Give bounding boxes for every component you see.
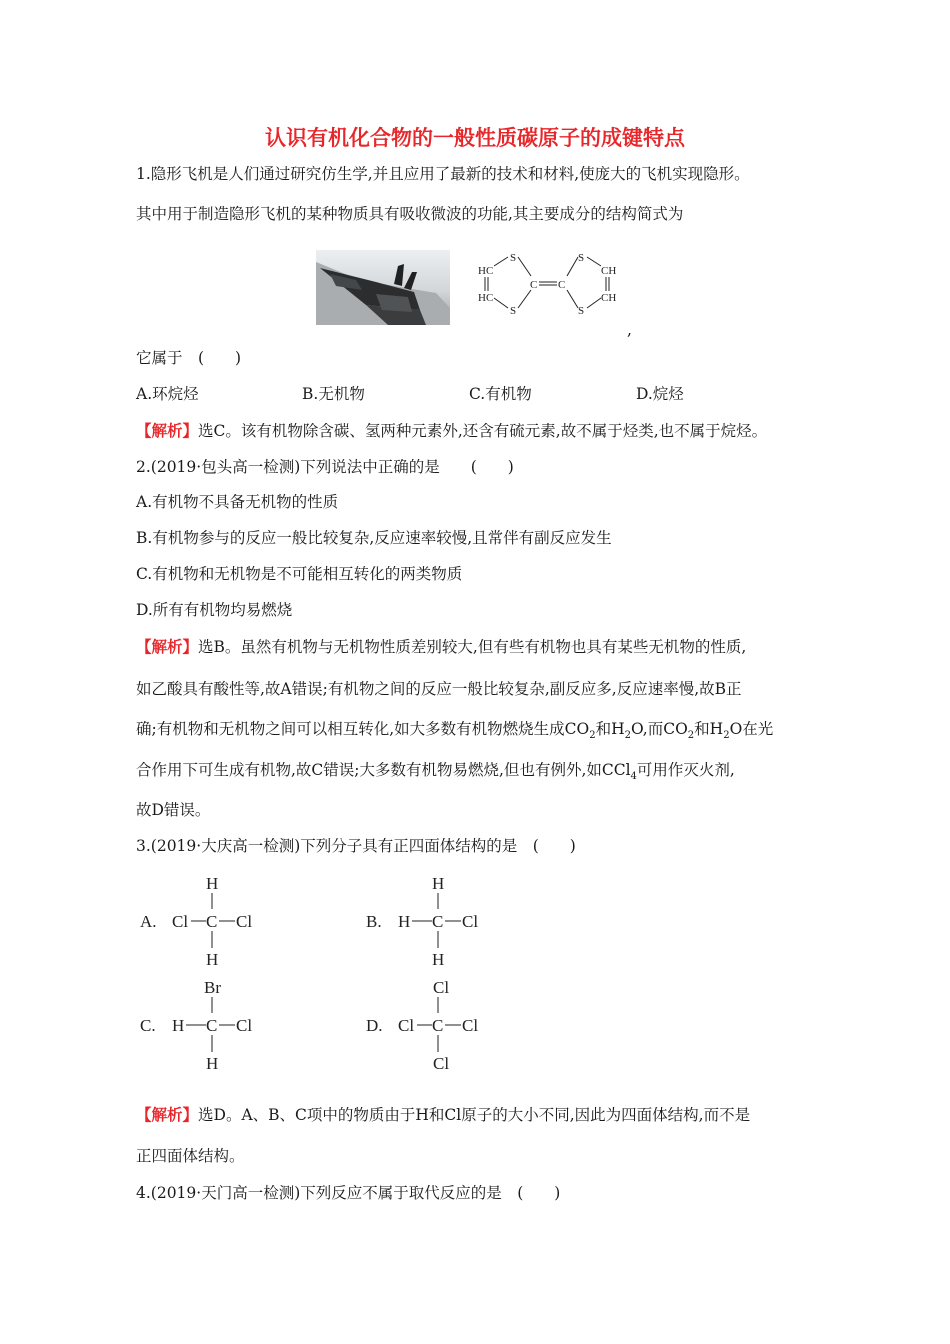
analysis-tag: 【解析】 bbox=[136, 422, 199, 440]
svg-text:H: H bbox=[172, 1016, 185, 1035]
molecule-c bbox=[136, 972, 276, 1072]
svg-text:Cl: Cl bbox=[236, 1016, 253, 1035]
svg-text:B.: B. bbox=[366, 912, 382, 931]
svg-text:Cl: Cl bbox=[236, 912, 253, 931]
svg-text:H: H bbox=[432, 950, 445, 968]
q1-stem-line-3: 它属于 ( ) bbox=[136, 349, 242, 367]
q1-option-a: A.环烷烃 bbox=[136, 385, 199, 403]
page-title: 认识有机化合物的一般性质碳原子的成键特点 bbox=[265, 126, 685, 150]
q4-stem: 4.(2019·天门高一检测)下列反应不属于取代反应的是 ( ) bbox=[136, 1184, 561, 1202]
svg-text:A.: A. bbox=[140, 912, 157, 931]
struct-hc-top: HC bbox=[478, 265, 494, 277]
svg-text:H: H bbox=[432, 874, 445, 893]
struct-c-2: C bbox=[558, 279, 566, 291]
molecule-a bbox=[136, 868, 276, 968]
struct-ch-bottom: CH bbox=[601, 292, 617, 304]
svg-text:Br: Br bbox=[204, 978, 221, 997]
q1-stem-line-2: 其中用于制造隐形飞机的某种物质具有吸收微波的功能,其主要成分的结构简式为 bbox=[136, 205, 684, 223]
q2-analysis-line-3: 确;有机物和无机物之间可以相互转化,如大多数有机物燃烧生成$CO_2$和$H_2O$,而$CO_2$和$H_2O$在光 bbox=[136, 720, 774, 742]
q2-analysis-line-1: 【解析】选B。虽然有机物与无机物性质差别较大,但有些有机物也具有某些无机物的性质, bbox=[136, 638, 747, 656]
q3-analysis-line-2: 正四面体结构。 bbox=[136, 1147, 245, 1165]
svg-text:Cl: Cl bbox=[433, 1054, 450, 1072]
q3-analysis-line-1: 【解析】选D。A、B、C项中的物质由于H和Cl原子的大小不同,因此为四面体结构,而不是 bbox=[136, 1106, 751, 1124]
q2-option-b: B.有机物参与的反应一般比较复杂,反应速率较慢,且常伴有副反应发生 bbox=[136, 529, 612, 547]
q2-stem: 2.(2019·包头高一检测)下列说法中正确的是 ( ) bbox=[136, 458, 514, 476]
q2-option-a: A.有机物不具备无机物的性质 bbox=[136, 493, 339, 511]
svg-text:C: C bbox=[206, 912, 218, 931]
svg-text:Cl: Cl bbox=[462, 912, 479, 931]
struct-s-2: S bbox=[510, 305, 517, 317]
tetrathiafulvalene-structure bbox=[470, 248, 630, 322]
struct-s-3: S bbox=[578, 252, 585, 264]
molecule-d bbox=[362, 972, 502, 1072]
svg-text:H: H bbox=[206, 874, 219, 893]
q2-analysis-line-2: 如乙酸具有酸性等,故A错误;有机物之间的反应一般比较复杂,副反应多,反应速率慢,故B正 bbox=[136, 680, 742, 698]
svg-text:Cl: Cl bbox=[433, 978, 450, 997]
svg-text:C: C bbox=[206, 1016, 218, 1035]
analysis-tag: 【解析】 bbox=[136, 1106, 199, 1124]
q1-option-b: B.无机物 bbox=[302, 385, 365, 403]
q1-stem-line-1: 1.隐形飞机是人们通过研究仿生学,并且应用了最新的技术和材料,使庞大的飞机实现隐形。 bbox=[136, 165, 750, 183]
q1-analysis bbox=[136, 421, 767, 441]
svg-text:H: H bbox=[206, 1054, 219, 1072]
molecule-b bbox=[362, 868, 502, 968]
svg-text:C: C bbox=[432, 912, 444, 931]
analysis-tag: 【解析】 bbox=[136, 638, 199, 656]
struct-c-1: C bbox=[530, 279, 538, 291]
svg-text:Cl: Cl bbox=[172, 912, 189, 931]
svg-text:C: C bbox=[432, 1016, 444, 1035]
svg-text:Cl: Cl bbox=[398, 1016, 415, 1035]
svg-text:Cl: Cl bbox=[462, 1016, 479, 1035]
struct-s-4: S bbox=[578, 305, 585, 317]
q3-stem: 3.(2019·大庆高一检测)下列分子具有正四面体结构的是 ( ) bbox=[136, 837, 576, 855]
q1-option-d: D.烷烃 bbox=[636, 385, 684, 403]
q2-option-c: C.有机物和无机物是不可能相互转化的两类物质 bbox=[136, 565, 463, 583]
svg-text:D.: D. bbox=[366, 1016, 383, 1035]
q1-analysis-text: 选C。该有机物除含碳、氢两种元素外,还含有硫元素,故不属于烃类,也不属于烷烃。 bbox=[198, 422, 768, 440]
struct-s-1: S bbox=[510, 252, 517, 264]
q2-option-d: D.所有有机物均易燃烧 bbox=[136, 601, 293, 619]
q2-analysis-line-4: 合作用下可生成有机物,故C错误;大多数有机物易燃烧,但也有例外,如CCl$_4$可用作灭火剂, bbox=[136, 761, 735, 783]
svg-text:C.: C. bbox=[140, 1016, 156, 1035]
stealth-plane-image bbox=[316, 250, 450, 325]
svg-text:H: H bbox=[206, 950, 219, 968]
q1-option-c: C.有机物 bbox=[469, 385, 532, 403]
svg-text:H: H bbox=[398, 912, 411, 931]
struct-ch-top: CH bbox=[601, 265, 617, 277]
q2-analysis-line-5: 故D错误。 bbox=[136, 801, 211, 819]
q1-comma: , bbox=[627, 321, 632, 339]
struct-hc-bottom: HC bbox=[478, 292, 494, 304]
